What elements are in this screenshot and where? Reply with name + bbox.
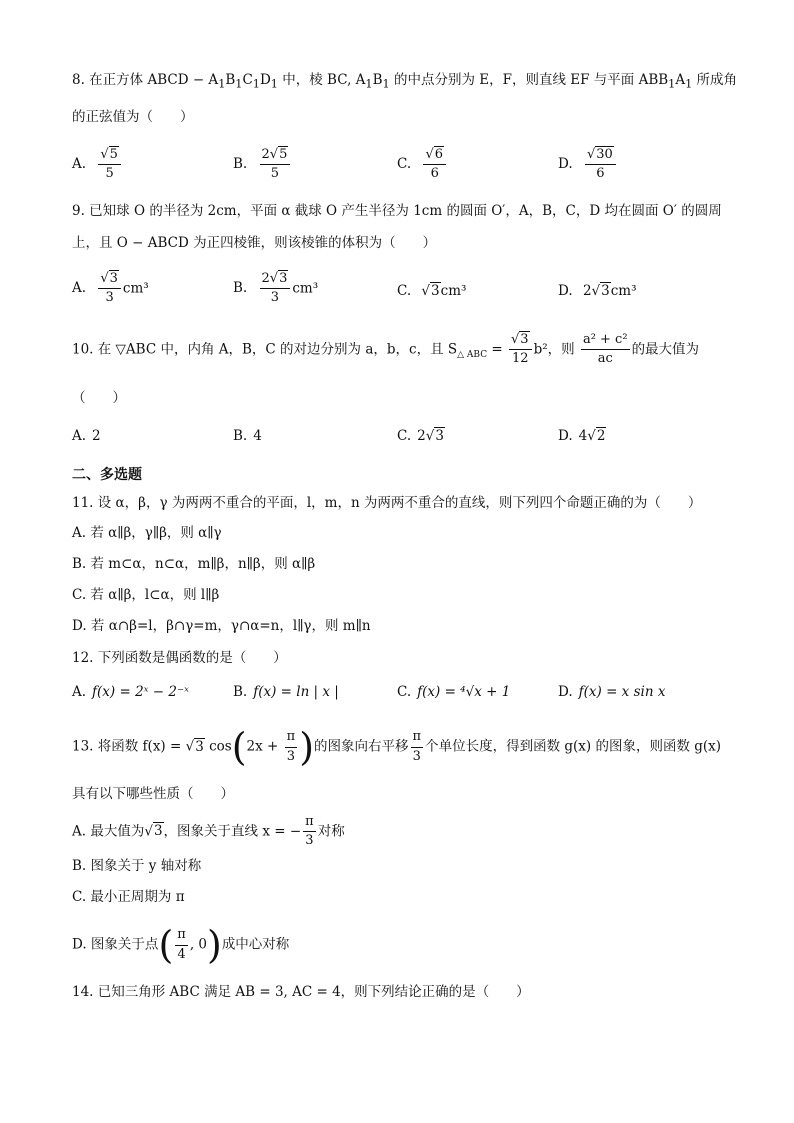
q9-stem: 9. 已知球 O 的半径为 2cm，平面 α 截球 O 产生半径为 1cm 的圆面 O′，A，B，C，D 均在圆面 O′ 的圆周 <box>72 203 722 219</box>
q11-option-a: A. 若 α∥β，γ∥β，则 α∥γ <box>72 525 222 541</box>
q8-stem: 8. 在正方体 ABCD − $A_1B_1C_1D_1$ 中，棱 BC, $A_1B_1$ 的中点分别为 E，F，则直线 EF 与平面 $ABB_1A_1$ 所成角 <box>72 72 738 91</box>
q8-option-c: C. $\frac{√6}{6}$ <box>397 148 448 182</box>
q14-stem: 14. 已知三角形 ABC 满足 AB = 3, AC = 4，则下列结论正确的是（ ） <box>72 984 530 1000</box>
q9-option-b: B. $\frac{2√3}{3}$ cm³ <box>233 271 319 306</box>
q8-option-d: D. $\frac{√30}{6}$ <box>558 148 618 182</box>
q8-stem-line2: 的正弦值为（ ） <box>72 109 194 125</box>
q13-option-a: A. 最大值为√3，图象关于直线 x = − $\frac{\pi}{3}$ 对称 <box>72 814 345 849</box>
q12-option-b: B. f(x) = ln | x | <box>233 684 339 700</box>
q13-stem: 13. 将函数 f(x) = √3 cos(2x + $\frac{\pi}{3}$ )的图象向右平移 $\frac{\pi}{3}$ 个单位长度，得到函数 g(x) 的图象，则函数 g(x) <box>72 725 722 769</box>
q10-option-b: B. 4 <box>233 428 262 444</box>
q13-option-c: C. 最小正周期为 π <box>72 889 185 905</box>
q10-stem: 10. 在 ▽ABC 中，内角 A，B，C 的对边分别为 a，b，c，且 $S_{\triangle ABC}$ = $\frac{√3}{12}$ b²，则 $\frac{\text{a² + c²}}{ac}$ 的最大值为 <box>72 332 700 367</box>
q11-option-d: D. 若 α∩β=l，β∩γ=m，γ∩α=n，l∥γ，则 m∥n <box>72 618 371 634</box>
q9-option-c: C. √3cm³ <box>397 283 467 299</box>
q13-option-b: B. 图象关于 y 轴对称 <box>72 858 202 874</box>
q9-option-d: D. 2√3cm³ <box>558 283 637 299</box>
q9-option-a: A. $\frac{√3}{3}$ cm³ <box>72 271 149 306</box>
q11-stem: 11. 设 α，β，γ 为两两不重合的平面，l，m，n 为两两不重合的直线，则下列四个命题正确的为（ ） <box>72 495 702 511</box>
q12-option-d: D. f(x) = x sin x <box>558 684 666 700</box>
q12-stem: 12. 下列函数是偶函数的是（ ） <box>72 650 287 666</box>
q10-stem-line2: （ ） <box>72 390 126 406</box>
q12-option-a: A. f(x) = 2ˣ − 2⁻ˣ <box>72 684 189 700</box>
q10-option-c: C. 2√3 <box>397 428 444 444</box>
q10-option-a: A. 2 <box>72 428 101 444</box>
q12-option-c: C. f(x) = ⁴√x + 1 <box>397 684 511 700</box>
q8-text: 8. 在正方体 ABCD − A <box>72 72 219 88</box>
q11-option-b: B. 若 m⊂α，n⊂α，m∥β，n∥β，则 α∥β <box>72 556 316 572</box>
section-heading: 二、多选题 <box>72 467 142 483</box>
q8-option-b: B. $\frac{2√5}{5}$ <box>233 148 292 182</box>
q8-option-a: A. $\frac{√5}{5}$ <box>72 148 123 182</box>
q11-option-c: C. 若 α∥β，l⊂α，则 l∥β <box>72 587 220 603</box>
q13-stem-line2: 具有以下哪些性质（ ） <box>72 786 234 802</box>
q13-option-d: D. 图象关于点( $\frac{\pi}{4}$ , 0)成中心对称 <box>72 923 290 967</box>
q10-option-d: D. 4√2 <box>558 428 606 444</box>
q9-stem-line2: 上，且 O − ABCD 为正四棱锥，则该棱锥的体积为（ ） <box>72 235 437 251</box>
